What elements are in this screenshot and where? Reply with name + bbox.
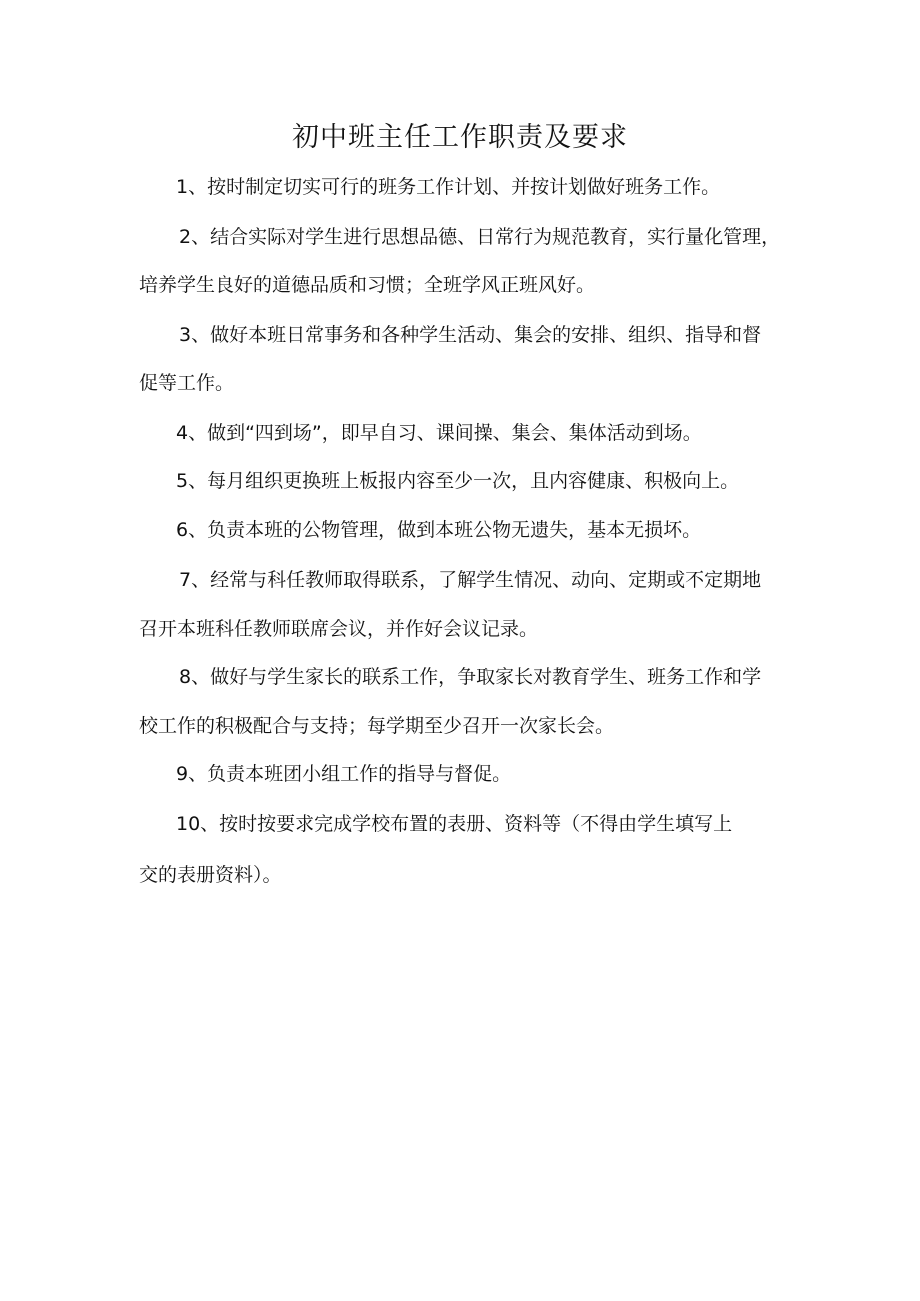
document-title: 初中班主任工作职责及要求	[292, 122, 628, 153]
item-1-line-1: 1、按时制定切实可行的班务工作计划、并按计划做好班务工作。	[176, 176, 721, 198]
item-3-line-1: 3、做好本班日常事务和各种学生活动、集会的安排、组织、指导和督	[179, 324, 762, 346]
item-10-line-1: 10、按时按要求完成学校布置的表册、资料等（不得由学生填写上	[176, 813, 733, 835]
item-9-line-1: 9、负责本班团小组工作的指导与督促。	[176, 763, 512, 785]
item-2-line-1: 2、结合实际对学生进行思想品德、日常行为规范教育，实行量化管理，	[179, 226, 781, 248]
item-5-line-1: 5、每月组织更换班上板报内容至少一次，且内容健康、积极向上。	[176, 470, 740, 492]
item-7-line-1: 7、经常与科任教师取得联系，了解学生情况、动向、定期或不定期地	[179, 569, 762, 591]
item-7-line-2: 召开本班科任教师联席会议，并作好会议记录。	[139, 618, 539, 640]
item-8-line-1: 8、做好与学生家长的联系工作，争取家长对教育学生、班务工作和学	[179, 666, 762, 688]
item-4-line-1: 4、做到“四到场”，即早自习、课间操、集会、集体活动到场。	[176, 422, 702, 444]
item-2-line-2: 培养学生良好的道德品质和习惯；全班学风正班风好。	[139, 274, 596, 296]
item-8-line-2: 校工作的积极配合与支持；每学期至少召开一次家长会。	[139, 715, 615, 737]
item-6-line-1: 6、负责本班的公物管理，做到本班公物无遗失，基本无损坏。	[176, 519, 702, 541]
item-10-line-2: 交的表册资料）。	[139, 864, 282, 886]
item-3-line-2: 促等工作。	[139, 372, 235, 394]
